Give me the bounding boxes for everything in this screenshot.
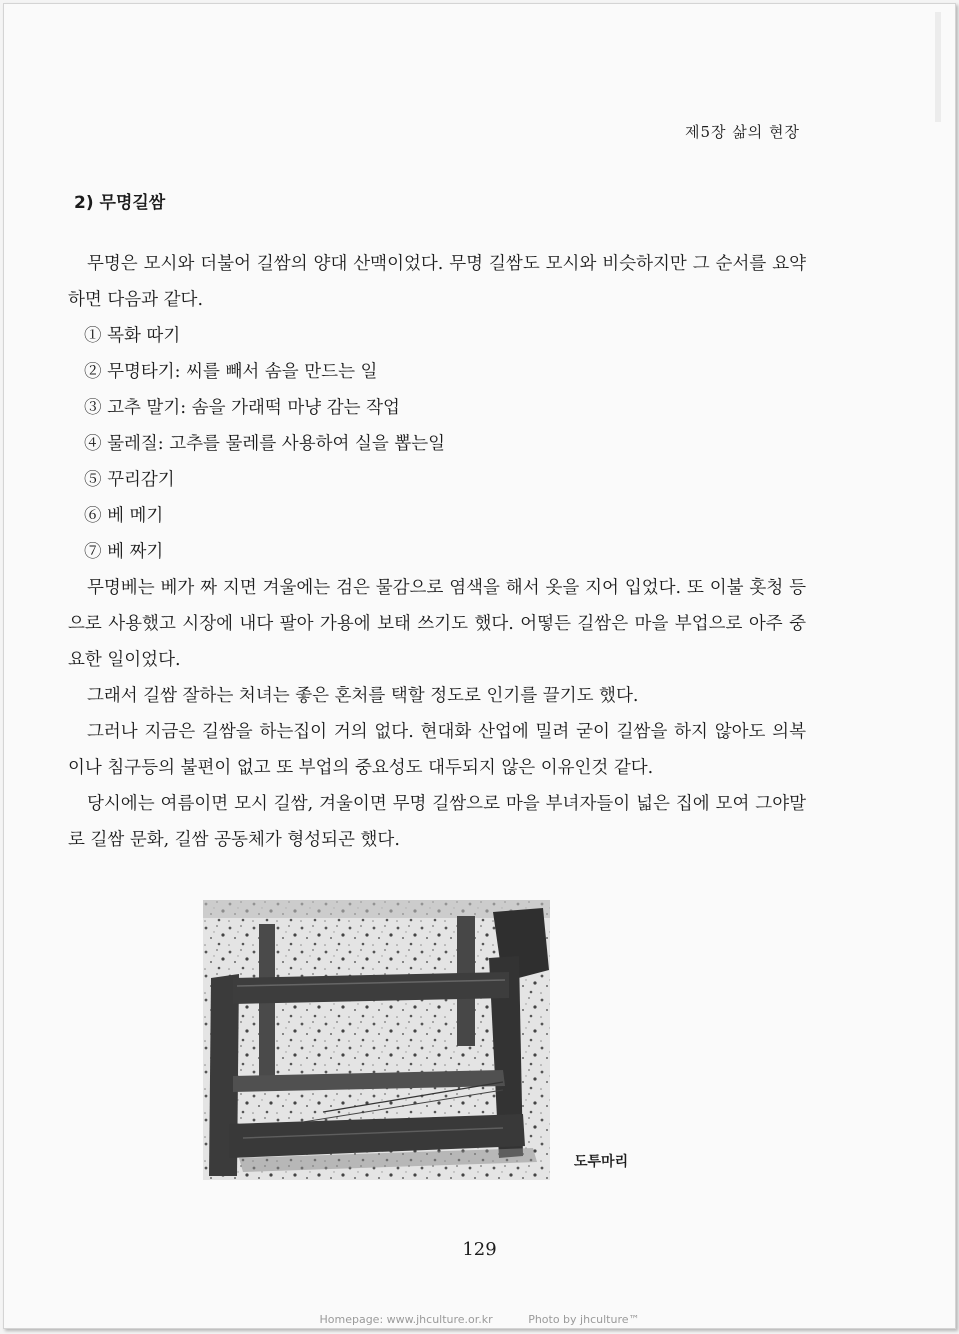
step-item: ① 목화 따기 — [84, 326, 181, 346]
warp-beam-photo — [203, 900, 550, 1180]
body-text — [68, 246, 806, 858]
document-page — [3, 3, 956, 1329]
step-item: ⑥ 베 메기 — [84, 506, 164, 526]
step-item: ⑤ 꾸리감기 — [84, 470, 175, 490]
step-item: ③ 고추 말기: 솜을 가래떡 마냥 감는 작업 — [84, 398, 400, 418]
intro-paragraph: 무명은 모시와 더불어 길쌈의 양대 산맥이었다. 무명 길쌈도 모시와 비슷하지만 그 순서를 요약하면 다음과 같다. — [68, 254, 806, 310]
paragraph-cotton-cloth-use: 무명베는 베가 짜 지면 겨울에는 검은 물감으로 염색을 해서 옷을 지어 입었다. 또 이불 홋청 등으로 사용했고 시장에 내다 팔아 가용에 보태 쓰기도 했다. 어떻든 길쌈은 마을 부업으로 아주 중요한 일이었다. — [68, 578, 806, 670]
step-item: ② 무명타기: 씨를 빼서 솜을 만드는 일 — [84, 362, 378, 382]
paragraph-weaving-community: 당시에는 여름이면 모시 길쌈, 겨울이면 무명 길쌈으로 마을 부녀자들이 넓은 집에 모여 그야말로 길쌈 문화, 길쌈 공동체가 형성되곤 했다. — [68, 794, 806, 850]
footer — [0, 1313, 959, 1326]
paragraph-decline: 그러나 지금은 길쌈을 하는집이 거의 없다. 현대화 산업에 밀려 굳이 길쌈을 하지 않아도 의복이나 침구등의 불편이 없고 또 부업의 중요성도 대두되지 않은 이유인것 같다. — [68, 722, 806, 778]
homepage-credit: Homepage: www.jhculture.or.kr — [319, 1313, 493, 1326]
figure-caption: 도투마리 — [574, 1154, 629, 1170]
page-number: 129 — [462, 1239, 497, 1260]
paragraph-skilled-maiden: 그래서 길쌈 잘하는 처녀는 좋은 혼처를 택할 정도로 인기를 끌기도 했다. — [87, 686, 639, 706]
section-heading: 2) 무명길쌈 — [74, 193, 166, 213]
step-item: ⑦ 베 짜기 — [84, 542, 164, 562]
running-head: 제5장 삶의 현장 — [684, 123, 800, 141]
process-steps-list — [68, 318, 806, 570]
photo-credit: Photo by jhculture™ — [528, 1313, 640, 1326]
step-item: ④ 물레질: 고추를 물레를 사용하여 실을 뽑는일 — [84, 434, 446, 454]
